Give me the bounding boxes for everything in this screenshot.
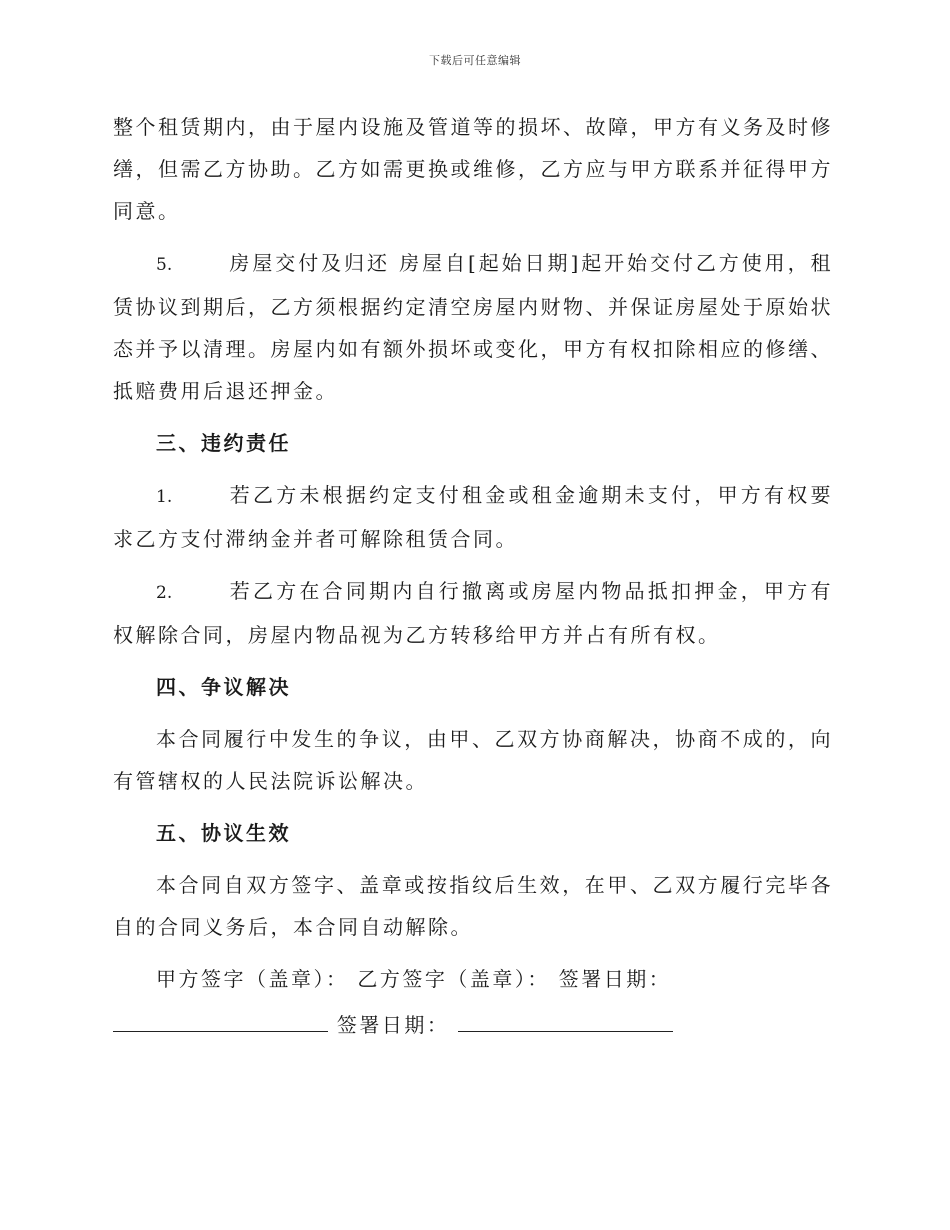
item-text: 若乙方未根据约定支付租金或租金逾期未支付，甲方有权要求乙方支付滞纳金并者可解除租赁合同。 [113,483,833,551]
clause-5 [113,242,833,412]
section-title-effect: 五、协议生效 [156,821,291,845]
date-blank[interactable] [458,1009,673,1032]
signature-labels: 甲方签字（盖章）： 乙方签字（盖章）： 签署日期： [156,967,672,991]
item-text: 若乙方在合同期内自行撤离或房屋内物品抵扣押金，甲方有权解除合同，房屋内物品视为乙方转移给甲方并占有所有权。 [113,579,833,647]
signature-lines [113,1004,833,1046]
date-label: 签署日期： [336,1013,450,1037]
clause-number: 5. [156,255,173,275]
clause-text: 房屋交付及归还 房屋自[起始日期]起开始交付乙方使用，租赁协议到期后，乙方须根据约定清空房屋内财物、并保证房屋处于原始状态并予以清理。房屋内如有额外损坏或变化，甲方有权扣除相应的修缮、抵赔费用后退还押金。 [113,251,833,403]
paragraph-repairs: 整个租赁期内，由于屋内设施及管道等的损坏、故障，甲方有义务及时修缮，但需乙方协助。乙方如需更换或维修，乙方应与甲方联系并征得甲方同意。 [113,115,833,223]
effect-paragraph: 本合同自双方签字、盖章或按指纹后生效，在甲、乙双方履行完毕各自的合同义务后，本合同自动解除。 [113,873,833,939]
item-number: 1. [156,487,173,507]
signature-blank[interactable] [113,1009,328,1032]
document-body [113,106,833,1056]
breach-item-2 [113,570,833,656]
dispute-paragraph: 本合同履行中发生的争议，由甲、乙双方协商解决，协商不成的，向有管辖权的人民法院诉讼解决。 [113,727,833,793]
section-title-breach: 三、违约责任 [156,431,291,455]
section-title-dispute: 四、争议解决 [156,675,291,699]
page-header: 下载后可任意编辑 [429,54,521,67]
breach-item-1 [113,474,833,560]
item-number: 2. [156,583,173,603]
